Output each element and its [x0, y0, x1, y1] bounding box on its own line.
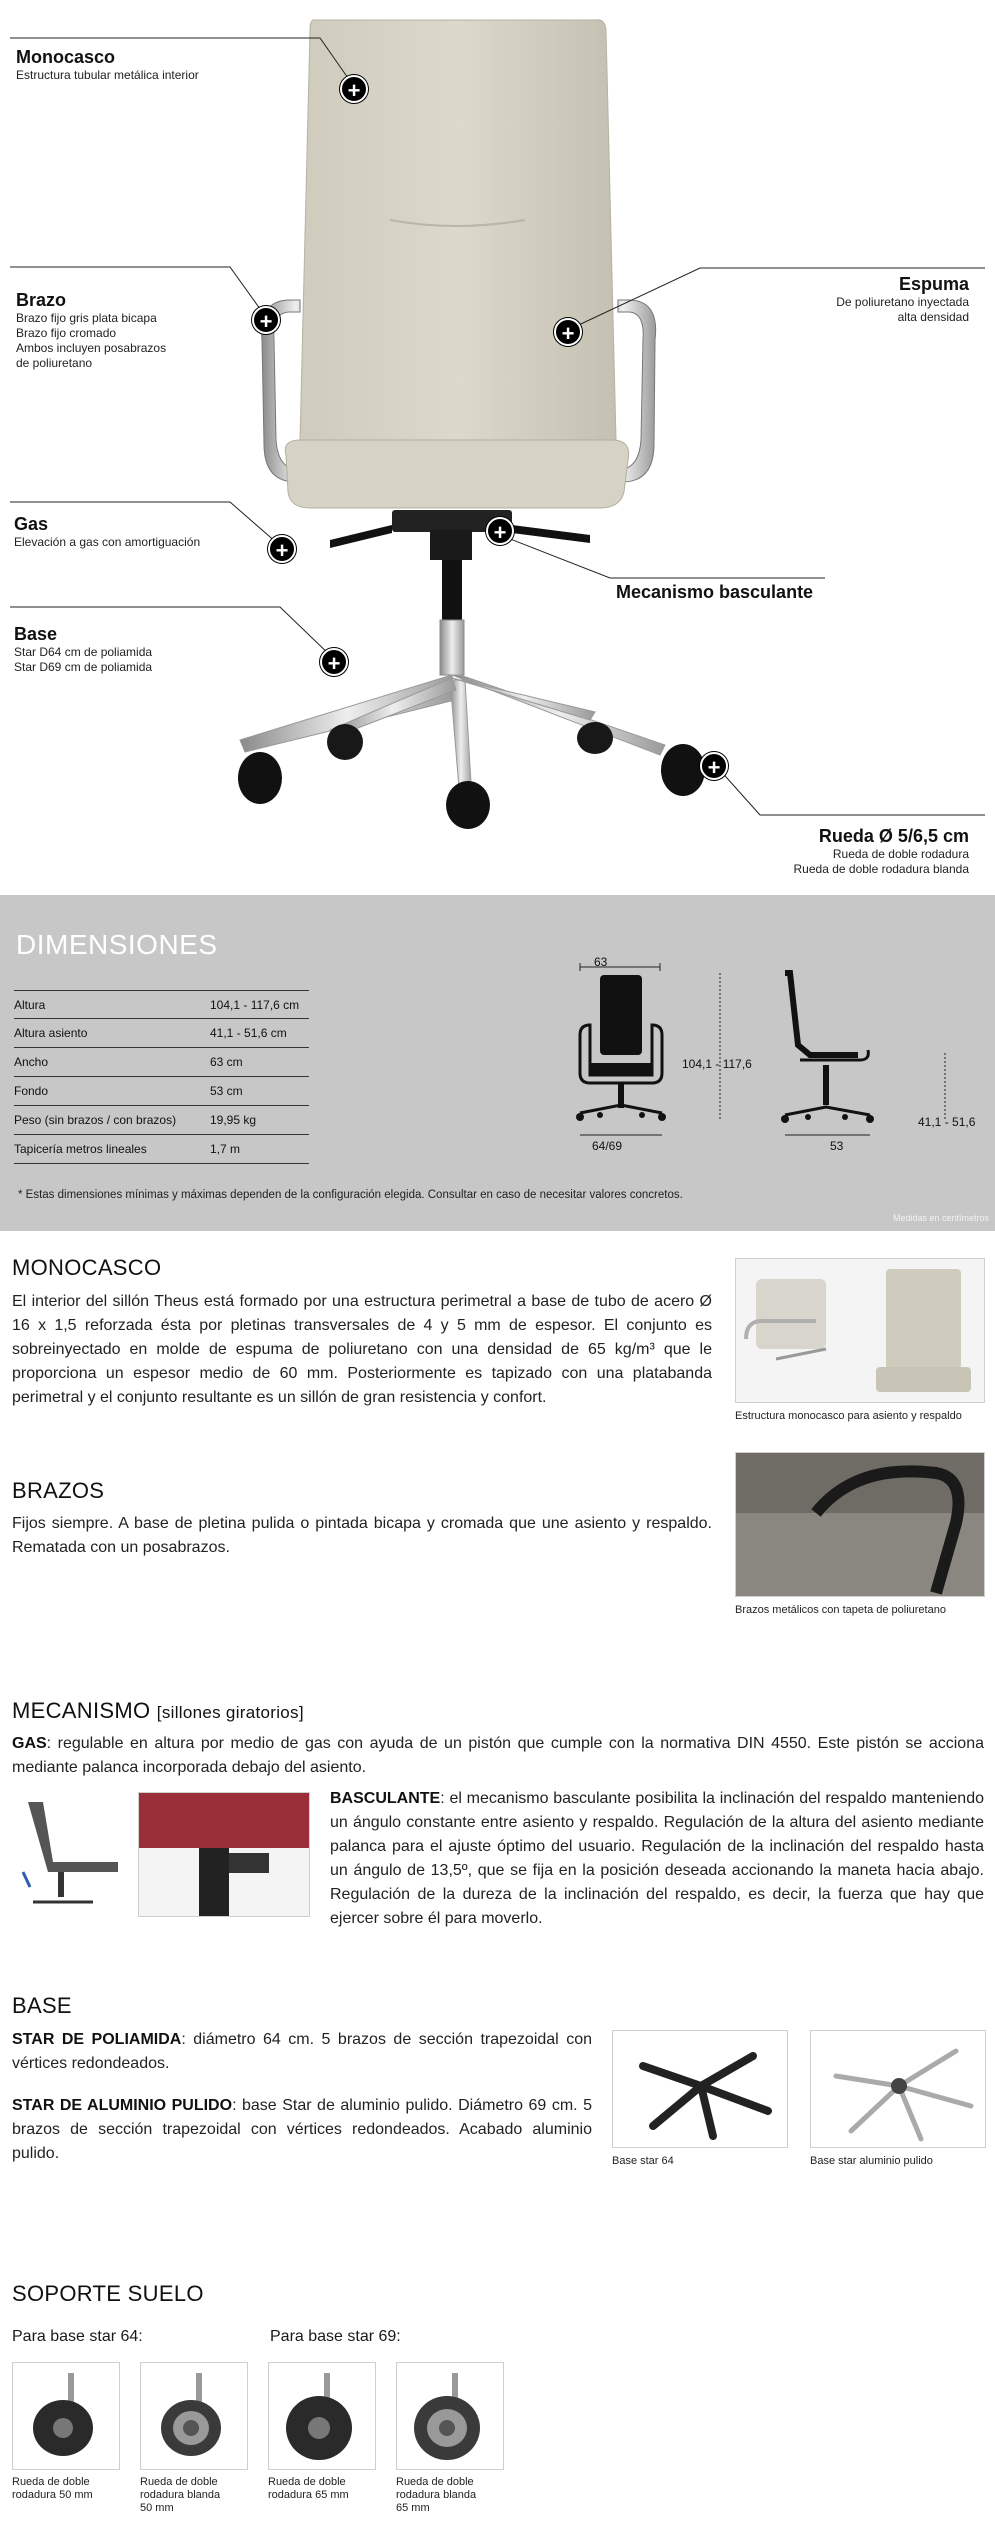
wheel-caption-line: Rueda de doble — [12, 2476, 90, 2488]
wheel-caption-line: rodadura 50 mm — [12, 2489, 93, 2501]
callout-mecanismo — [616, 582, 813, 603]
table-row — [14, 1106, 309, 1135]
rueda-plus-icon[interactable]: + — [700, 752, 728, 780]
mecanismo-title — [12, 1698, 304, 1724]
wheel-caption-line: Rueda de doble — [140, 2476, 218, 2488]
base-p2-text: : base Star de aluminio pulido. Diámetro 69 cm. 5 brazos de sección trapezoidal con vértices redondeados. Acabado aluminio pulido. — [12, 2097, 592, 2162]
soporte-title: SOPORTE SUELO — [12, 2281, 204, 2306]
wheel-photo — [12, 2362, 120, 2470]
callout-title: Monocasco — [16, 47, 116, 67]
dim-width-label: 63 — [594, 955, 608, 969]
basculante-label: BASCULANTE — [330, 1790, 441, 1807]
table-row — [14, 1135, 309, 1164]
row-value: 41,1 - 51,6 cm — [210, 1026, 287, 1040]
dimensions-table — [14, 990, 309, 1164]
base-star-aluminio-caption: Base star aluminio pulido — [810, 2155, 933, 2167]
wheel-caption-line: rodadura blanda — [140, 2489, 221, 2501]
dim-base-label: 64/69 — [592, 1139, 623, 1153]
chair-illustration — [0, 0, 995, 895]
dimensions-title: DIMENSIONES — [16, 929, 218, 960]
callout-line: Estructura tubular metálica interior — [16, 68, 199, 82]
row-label: Tapicería metros lineales — [14, 1142, 147, 1156]
callout-line: Elevación a gas con amortiguación — [14, 535, 201, 549]
callout-title: Base — [14, 624, 58, 644]
base-p1-label: STAR DE POLIAMIDA — [12, 2031, 182, 2048]
wheel-photo — [268, 2362, 376, 2470]
row-value: 53 cm — [210, 1084, 243, 1098]
base-p2-label: STAR DE ALUMINIO PULIDO — [12, 2097, 233, 2114]
callout-line: alta densidad — [897, 310, 969, 324]
row-value: 1,7 m — [210, 1142, 241, 1156]
wheel-caption-line: 65 mm — [396, 2502, 430, 2514]
base-p1-text: : diámetro 64 cm. 5 brazos de sección trapezoidal con vértices redondeados. — [12, 2031, 593, 2072]
callout-line: Rueda de doble rodadura — [832, 847, 969, 861]
monocasco-title: MONOCASCO — [12, 1255, 162, 1280]
soporte-group-64: Para base star 64: — [12, 2328, 143, 2345]
callout-brazo — [16, 290, 166, 371]
base-star-aluminio-photo — [810, 2030, 986, 2148]
gas-label: GAS — [12, 1735, 47, 1752]
dimensions-panel — [0, 895, 995, 1231]
base-plus-icon[interactable]: + — [320, 648, 348, 676]
wheel-caption-line: Rueda de doble — [396, 2476, 474, 2488]
gas-paragraph — [12, 1732, 984, 1780]
table-row — [14, 1077, 309, 1106]
monocasco-photo — [735, 1258, 985, 1403]
base-p1 — [12, 2028, 592, 2076]
dim-depth-label: 53 — [830, 1139, 844, 1153]
base-p2 — [12, 2094, 592, 2166]
row-value: 104,1 - 117,6 cm — [210, 997, 300, 1012]
callout-line: Brazo fijo gris plata bicapa — [16, 311, 157, 325]
gas-plus-icon[interactable]: + — [268, 535, 296, 563]
callout-title: Gas — [14, 514, 49, 534]
brazo-plus-icon[interactable]: + — [252, 306, 280, 334]
mecanismo-subtitle: [sillones giratorios] — [156, 1703, 304, 1722]
callout-title: Rueda Ø 5/6,5 cm — [818, 826, 969, 846]
row-value: 19,95 kg — [210, 1113, 257, 1127]
base-title: BASE — [12, 1993, 72, 2018]
callout-gas — [14, 514, 200, 550]
wheel-caption — [396, 2476, 506, 2515]
callout-base — [14, 624, 152, 675]
brazos-title: BRAZOS — [12, 1478, 105, 1503]
brazos-photo — [735, 1452, 985, 1597]
callout-line: Star D69 cm de poliamida — [14, 660, 153, 674]
row-label: Fondo — [14, 1084, 49, 1098]
callout-title: Brazo — [16, 290, 67, 310]
wheel-caption-line: rodadura 65 mm — [268, 2489, 349, 2501]
row-label: Peso (sin brazos / con brazos) — [14, 1113, 177, 1127]
callout-title: Espuma — [898, 274, 969, 294]
callout-line: Star D64 cm de poliamida — [14, 645, 153, 659]
callout-line: De poliuretano inyectada — [836, 295, 969, 309]
row-label: Altura asiento — [14, 1026, 88, 1040]
callout-espuma — [709, 274, 969, 325]
callout-title: Mecanismo basculante — [616, 582, 814, 602]
table-row — [14, 1019, 309, 1048]
mecanismo-photo — [138, 1792, 310, 1917]
callout-line: Brazo fijo cromado — [16, 326, 117, 340]
mecanismo-title-main: MECANISMO — [12, 1698, 151, 1723]
mecanismo-plus-icon[interactable]: + — [486, 517, 514, 545]
callout-rueda — [669, 826, 969, 877]
wheel-caption-line: 50 mm — [140, 2502, 174, 2514]
hero-chair-section — [0, 0, 995, 895]
espuma-plus-icon[interactable]: + — [554, 318, 582, 346]
row-label: Altura — [14, 997, 46, 1012]
monocasco-text: El interior del sillón Theus está formado por una estructura perimetral a base de tubo de acero Ø 16 x 1,5 reforzada ésta por pletinas transversales de 4 y 5 mm de espesor. El conjunto es sobreinyectado en molde de espuma de poliuretano con una densidad de 65 kg/m³ que le proporciona un espesor medio de 60 mm. Posteriormente es tapizado con una platabanda perimetral y el conjunto resultante es un sillón de gran resistencia y confort. — [12, 1293, 712, 1406]
gas-text: : regulable en altura por medio de gas con ayuda de un pistón que cumple con la normativa DIN 4550. Este pistón se acciona mediante palanca incorporada debajo del asiento. — [12, 1735, 984, 1776]
brazos-text: Fijos siempre. A base de pletina pulida o pintada bicapa y cromada que une asiento y respaldo. Rematada con un posabrazos. — [12, 1515, 712, 1556]
dimensions-units: Medidas en centímetros — [892, 1213, 989, 1223]
callout-line: de poliuretano — [16, 356, 93, 370]
wheel-caption — [140, 2476, 250, 2515]
wheel-caption — [268, 2476, 378, 2502]
wheel-caption — [12, 2476, 122, 2502]
dimensions-note: * Estas dimensiones mínimas y máximas dependen de la configuración elegida. Consultar en caso de necesitar valores concretos. — [18, 1189, 683, 1201]
row-label: Ancho — [14, 1055, 49, 1069]
dim-height-label: 104,1 - 117,6 — [682, 1057, 752, 1071]
basculante-paragraph — [330, 1787, 984, 1931]
dimension-diagram — [540, 955, 980, 1155]
basculante-text: : el mecanismo basculante posibilita la inclinación del respaldo manteniendo un ángulo constante entre asiento y respaldo. Regulación de la altura del asiento mediante palanca para el ajuste óptimo del usuario. Regulación de la inclinación del respaldo hasta un ángulo de 13,5º, que se fija en la posición deseada accionando la maneta hacia abajo. Regulación de la dureza de la inclinación del respaldo, es decir, la fuerza que hay que ejercer sobre él para moverlo. — [330, 1790, 984, 1927]
monocasco-plus-icon[interactable]: + — [340, 75, 368, 103]
row-value: 63 cm — [210, 1055, 243, 1069]
base-star-64-photo — [612, 2030, 788, 2148]
dim-seat-label: 41,1 - 51,6 — [918, 1115, 976, 1129]
wheel-caption-line: rodadura blanda — [396, 2489, 477, 2501]
table-row — [14, 1048, 309, 1077]
base-star-64-caption: Base star 64 — [612, 2155, 674, 2167]
wheel-photo — [396, 2362, 504, 2470]
table-row — [14, 990, 309, 1019]
callout-line: Rueda de doble rodadura blanda — [793, 862, 969, 876]
monocasco-caption: Estructura monocasco para asiento y respaldo — [735, 1410, 962, 1422]
brazos-caption: Brazos metálicos con tapeta de poliuretano — [735, 1604, 946, 1616]
soporte-group-69: Para base star 69: — [270, 2328, 401, 2345]
wheel-caption-line: Rueda de doble — [268, 2476, 346, 2488]
mecanismo-diagram — [8, 1792, 128, 1917]
wheel-photo — [140, 2362, 248, 2470]
callout-monocasco — [16, 47, 199, 83]
callout-line: Ambos incluyen posabrazos — [16, 341, 167, 355]
